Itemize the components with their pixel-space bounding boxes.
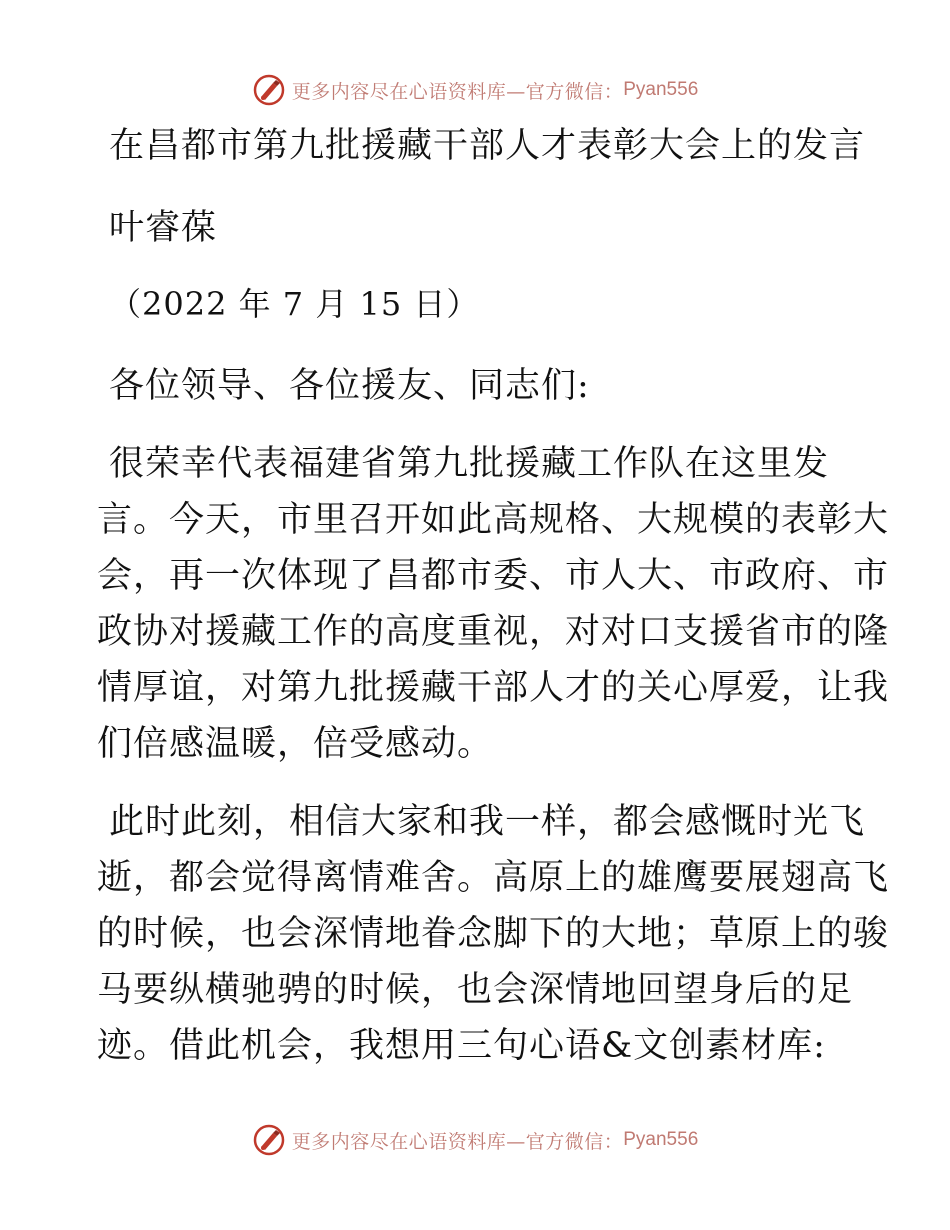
pen-seal-icon [252, 73, 286, 107]
watermark-text: 更多内容尽在心语资料库—官方微信： [291, 80, 624, 103]
watermark-text: 更多内容尽在心语资料库—官方微信： [291, 1130, 624, 1153]
document-date: （2022 年 7 月 15 日） [109, 285, 480, 323]
watermark-footer [0, 1120, 950, 1160]
paragraph-line: 迹。借此机会，我想用三句心语&文创素材库: [97, 1026, 826, 1066]
paragraph-line: 很荣幸代表福建省第九批援藏工作队在这里发 [109, 444, 830, 484]
document-author: 叶睿葆 [109, 208, 218, 248]
document-body [97, 118, 890, 1096]
paragraph-line: 逝，都会觉得离情难舍。高原上的雄鹰要展翅高飞 [97, 858, 890, 898]
document-title: 在昌都市第九批援藏干部人才表彰大会上的发言 [109, 126, 866, 166]
paragraph-line: 言。今天，市里召开如此高规格、大规模的表彰大 [97, 500, 890, 540]
paragraph-line: 的时候，也会深情地眷念脚下的大地；草原上的骏 [97, 914, 890, 954]
paragraph-line: 马要纵横驰骋的时候，也会深情地回望身后的足 [97, 970, 854, 1010]
salutation: 各位领导、各位援友、同志们: [109, 366, 590, 406]
pen-seal-icon [252, 1123, 286, 1157]
watermark-header [0, 70, 950, 110]
paragraph-line: 此时此刻，相信大家和我一样，都会感慨时光飞 [109, 802, 866, 842]
paragraph-2 [97, 794, 890, 1074]
paragraph-line: 会，再一次体现了昌都市委、市人大、市政府、市 [97, 556, 890, 596]
watermark-wechat-id: Pyan556 [623, 1129, 699, 1150]
paragraph-1 [97, 436, 890, 772]
paragraph-line: 们倍感温暖，倍受感动。 [97, 724, 494, 764]
paragraph-line: 情厚谊，对第九批援藏干部人才的关心厚爱，让我 [97, 668, 890, 708]
paragraph-line: 政协对援藏工作的高度重视，对对口支援省市的隆 [97, 612, 890, 652]
watermark-wechat-id: Pyan556 [623, 79, 699, 100]
